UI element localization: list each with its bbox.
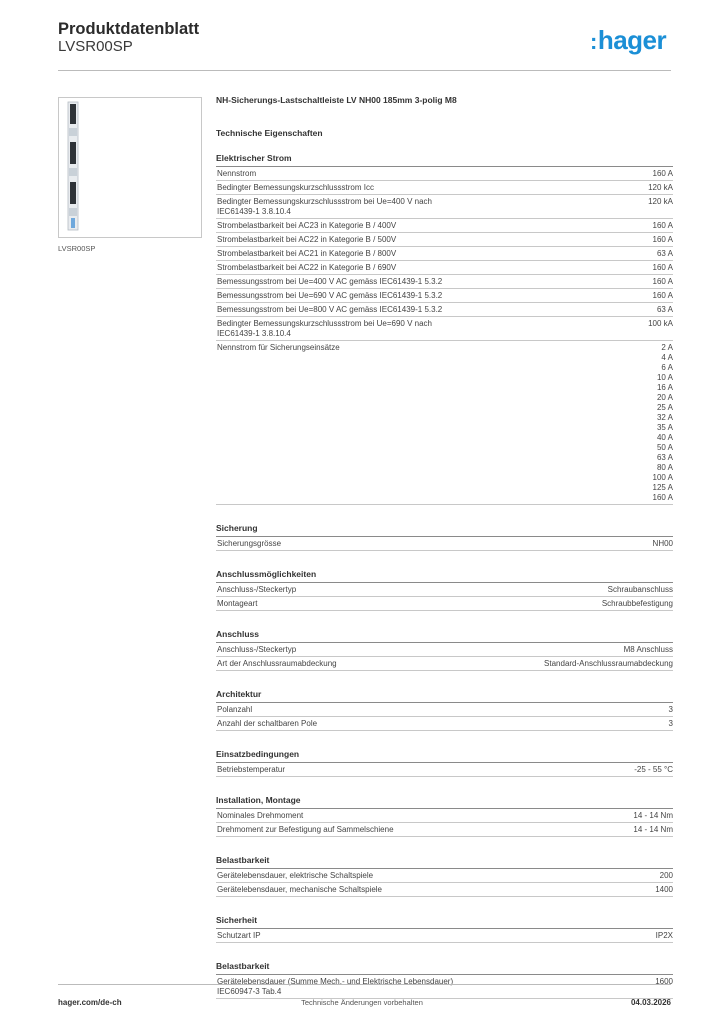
spec-value: Schraubbefestigung [601, 599, 673, 608]
spec-row [216, 929, 673, 943]
spec-label: Nominales Drehmoment [217, 811, 304, 820]
tech-heading: Technische Eigenschaften [216, 128, 323, 138]
spec-label: Sicherungsgrösse [217, 539, 282, 548]
spec-row [216, 261, 673, 275]
spec-row [216, 247, 673, 261]
spec-row [216, 275, 673, 289]
spec-row [216, 317, 673, 341]
footer-website[interactable]: hager.com/de-ch [58, 998, 122, 1007]
section-title: Anschluss [216, 621, 673, 643]
spec-label: Bedingter Bemessungskurzschlussstrom bei Ue=690 V nach IEC61439-1 3.8.10.4 [217, 319, 432, 338]
section-title: Elektrischer Strom [216, 142, 673, 167]
spec-value: 2 A 4 A 6 A 10 A 16 A 20 A 25 A 32 A 35 A 40 A 50 A 63 A 80 A 100 A 125 A 160 A [652, 343, 673, 502]
spec-row [216, 341, 673, 505]
spec-row [216, 975, 673, 999]
spec-label: Bedingter Bemessungskurzschlussstrom bei Ue=400 V nach IEC61439-1 3.8.10.4 [217, 197, 432, 216]
spec-value: 14 - 14 Nm [633, 825, 673, 834]
footer-date: 04.03.2026 [630, 998, 671, 1007]
spec-row [216, 195, 673, 219]
spec-row [216, 763, 673, 777]
section-title: Belastbarkeit [216, 847, 673, 869]
spec-value: 160 A [652, 263, 673, 272]
spec-value: 3 [668, 719, 673, 728]
spec-section [216, 621, 673, 671]
spec-value: Schraubanschluss [607, 585, 673, 594]
spec-value: 14 - 14 Nm [633, 811, 673, 820]
spec-value: 1400 [655, 885, 673, 894]
section-title: Anschlussmöglichkeiten [216, 561, 673, 583]
spec-section [216, 681, 673, 731]
header-divider [58, 70, 671, 71]
spec-row [216, 869, 673, 883]
section-title: Einsatzbedingungen [216, 741, 673, 763]
spec-value: 3 [668, 705, 673, 714]
spec-label: Bedingter Bemessungskurzschlussstrom Icc [217, 183, 374, 192]
product-image [58, 97, 202, 238]
footer-divider [58, 984, 671, 985]
product-title: NH-Sicherungs-Lastschaltleiste LV NH00 185mm 3-polig M8 [216, 95, 457, 105]
spec-label: Bemessungsstrom bei Ue=400 V AC gemäss IEC61439-1 5.3.2 [217, 277, 443, 286]
section-title: Installation, Montage [216, 787, 673, 809]
spec-row [216, 823, 673, 837]
spec-label: Anzahl der schaltbaren Pole [217, 719, 318, 728]
spec-row [216, 289, 673, 303]
spec-value: IP2X [655, 931, 673, 940]
spec-row [216, 883, 673, 897]
spec-value: 160 A [652, 169, 673, 178]
spec-label: Anschluss-/Steckertyp [217, 585, 297, 594]
spec-value: 160 A [652, 221, 673, 230]
spec-value: -25 - 55 °C [634, 765, 673, 774]
spec-label: Strombelastbarkeit bei AC22 in Kategorie B / 500V [217, 235, 397, 244]
spec-section [216, 142, 673, 505]
section-title: Sicherheit [216, 907, 673, 929]
spec-value: Standard-Anschlussraumabdeckung [544, 659, 673, 668]
spec-label: Gerätelebensdauer (Summe Mech.- und Elektrische Lebensdauer) IEC60947-3 Tab.4 [217, 977, 454, 996]
spec-row [216, 537, 673, 551]
spec-row [216, 167, 673, 181]
spec-label: Gerätelebensdauer, mechanische Schaltspiele [217, 885, 382, 894]
spec-label: Strombelastbarkeit bei AC22 in Kategorie B / 690V [217, 263, 397, 272]
spec-row [216, 717, 673, 731]
spec-label: Bemessungsstrom bei Ue=690 V AC gemäss IEC61439-1 5.3.2 [217, 291, 443, 300]
page-title: Produktdatenblatt [58, 20, 200, 38]
spec-row [216, 181, 673, 195]
image-caption: LVSR00SP [58, 244, 96, 253]
hager-logo: :hager [590, 25, 667, 55]
spec-label: Schutzart IP [217, 931, 261, 940]
spec-row [216, 303, 673, 317]
spec-value: 200 [659, 871, 673, 880]
spec-section [216, 741, 673, 777]
spec-section [216, 561, 673, 611]
section-title: Sicherung [216, 515, 673, 537]
spec-value: 160 A [652, 291, 673, 300]
section-title: Belastbarkeit [216, 953, 673, 975]
spec-label: Betriebstemperatur [217, 765, 286, 774]
spec-sections [216, 142, 673, 999]
spec-content [216, 95, 673, 1009]
spec-row [216, 233, 673, 247]
spec-value: 120 kA [648, 183, 673, 192]
spec-value: 100 kA [648, 319, 673, 328]
product-code: LVSR00SP [58, 38, 133, 55]
spec-label: Strombelastbarkeit bei AC23 in Kategorie B / 400V [217, 221, 397, 230]
section-title: Architektur [216, 681, 673, 703]
spec-value: 1600 [655, 977, 673, 986]
spec-label: Drehmoment zur Befestigung auf Sammelschiene [217, 825, 394, 834]
spec-value: 63 A [656, 249, 673, 258]
spec-row [216, 643, 673, 657]
spec-value: M8 Anschluss [623, 645, 673, 654]
spec-label: Strombelastbarkeit bei AC21 in Kategorie B / 800V [217, 249, 397, 258]
spec-section [216, 787, 673, 837]
footer-notice: Technische Änderungen vorbehalten [301, 998, 423, 1007]
spec-value: NH00 [652, 539, 673, 548]
spec-row [216, 703, 673, 717]
spec-section [216, 953, 673, 999]
spec-value: 63 A [656, 305, 673, 314]
spec-label: Anschluss-/Steckertyp [217, 645, 297, 654]
spec-label: Nennstrom [217, 169, 257, 178]
spec-value: 160 A [652, 235, 673, 244]
spec-row [216, 583, 673, 597]
spec-label: Polanzahl [217, 705, 253, 714]
fuse-switch-illustration [59, 98, 201, 237]
spec-label: Art der Anschlussraumabdeckung [217, 659, 337, 668]
spec-value: 120 kA [648, 197, 673, 206]
spec-row [216, 809, 673, 823]
spec-value: 160 A [652, 277, 673, 286]
spec-label: Montageart [217, 599, 258, 608]
spec-section [216, 847, 673, 897]
spec-label: Gerätelebensdauer, elektrische Schaltspiele [217, 871, 374, 880]
spec-label: Bemessungsstrom bei Ue=800 V AC gemäss IEC61439-1 5.3.2 [217, 305, 443, 314]
spec-label: Nennstrom für Sicherungseinsätze [217, 343, 340, 352]
spec-row [216, 597, 673, 611]
spec-section [216, 515, 673, 551]
spec-row [216, 657, 673, 671]
spec-row [216, 219, 673, 233]
spec-section [216, 907, 673, 943]
